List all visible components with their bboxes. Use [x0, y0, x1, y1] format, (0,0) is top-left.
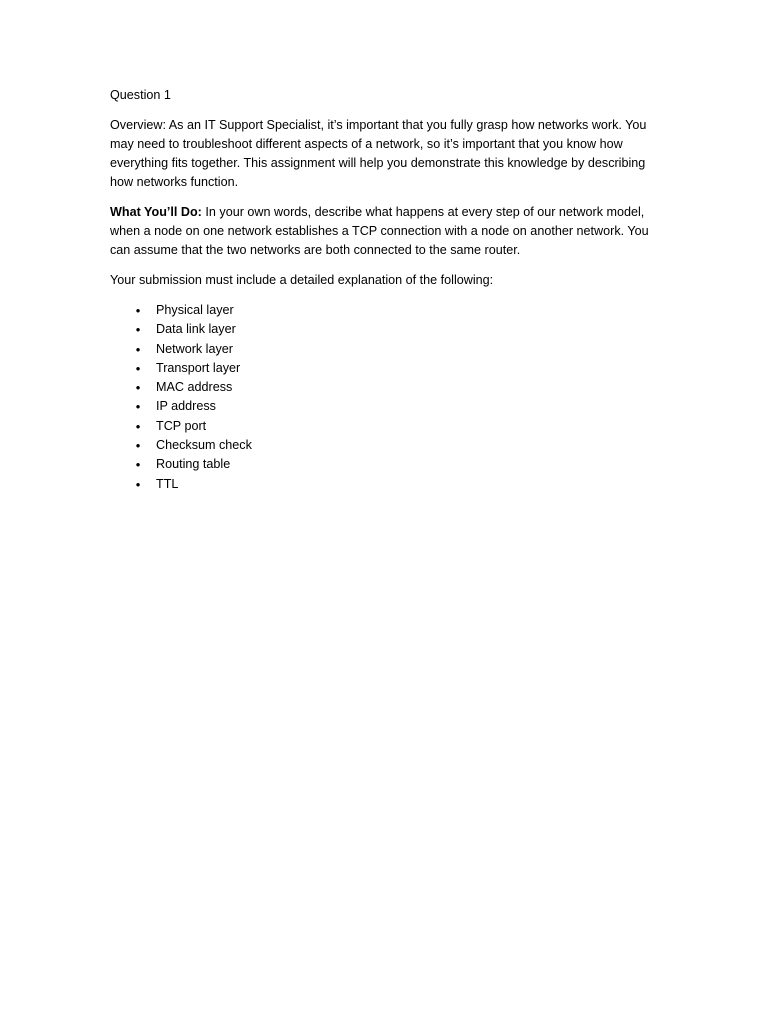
list-item-label: MAC address	[156, 380, 233, 395]
document-content	[110, 86, 655, 494]
bullet-icon: •	[135, 457, 141, 473]
what-youll-do-label: What You’ll Do:	[110, 205, 202, 219]
list-item	[110, 475, 655, 494]
list-item-label: Data link layer	[156, 322, 236, 337]
list-item-label: TTL	[156, 476, 179, 491]
what-youll-do-paragraph	[110, 203, 655, 260]
list-item-label: Checksum check	[156, 438, 252, 453]
list-item	[110, 340, 655, 359]
list-item	[110, 397, 655, 416]
what-youll-do-text: In your own words, describe what happens at every step of our network model, when a node on one network establishes a TCP connection with a node on another network. You can assume that the two networks are both connected to the same router.	[110, 205, 649, 257]
overview-paragraph: Overview: As an IT Support Specialist, it’s important that you fully grasp how networks work. You may need to troubleshoot different aspects of a network, so it’s important that you know how everything fits together. This assignment will help you demonstrate this knowledge by describing how networks function.	[110, 118, 647, 189]
list-item-label: TCP port	[156, 418, 207, 433]
question-title: Question 1	[110, 88, 171, 102]
list-item	[110, 436, 655, 455]
bullet-icon: •	[135, 303, 141, 318]
list-item-label: Network layer	[156, 341, 233, 356]
list-item-label: Transport layer	[156, 360, 241, 375]
bullet-icon: •	[135, 380, 141, 396]
list-item	[110, 320, 655, 339]
bullet-icon: •	[135, 476, 141, 492]
list-item-label: Routing table	[156, 457, 231, 472]
bullet-icon: •	[135, 360, 141, 376]
list-item-label: IP address	[156, 399, 216, 414]
list-item	[110, 455, 655, 474]
bullet-icon: •	[135, 399, 141, 415]
bullet-icon: •	[135, 322, 141, 338]
list-item-label: Physical layer	[156, 303, 234, 317]
list-item	[110, 359, 655, 378]
list-item	[110, 417, 655, 436]
list-item	[110, 301, 655, 320]
topic-list	[110, 301, 655, 494]
bullet-icon: •	[135, 438, 141, 454]
submission-intro: Your submission must include a detailed explanation of the following:	[110, 273, 494, 287]
list-item	[110, 378, 655, 397]
bullet-icon: •	[135, 418, 141, 434]
bullet-icon: •	[135, 341, 141, 357]
